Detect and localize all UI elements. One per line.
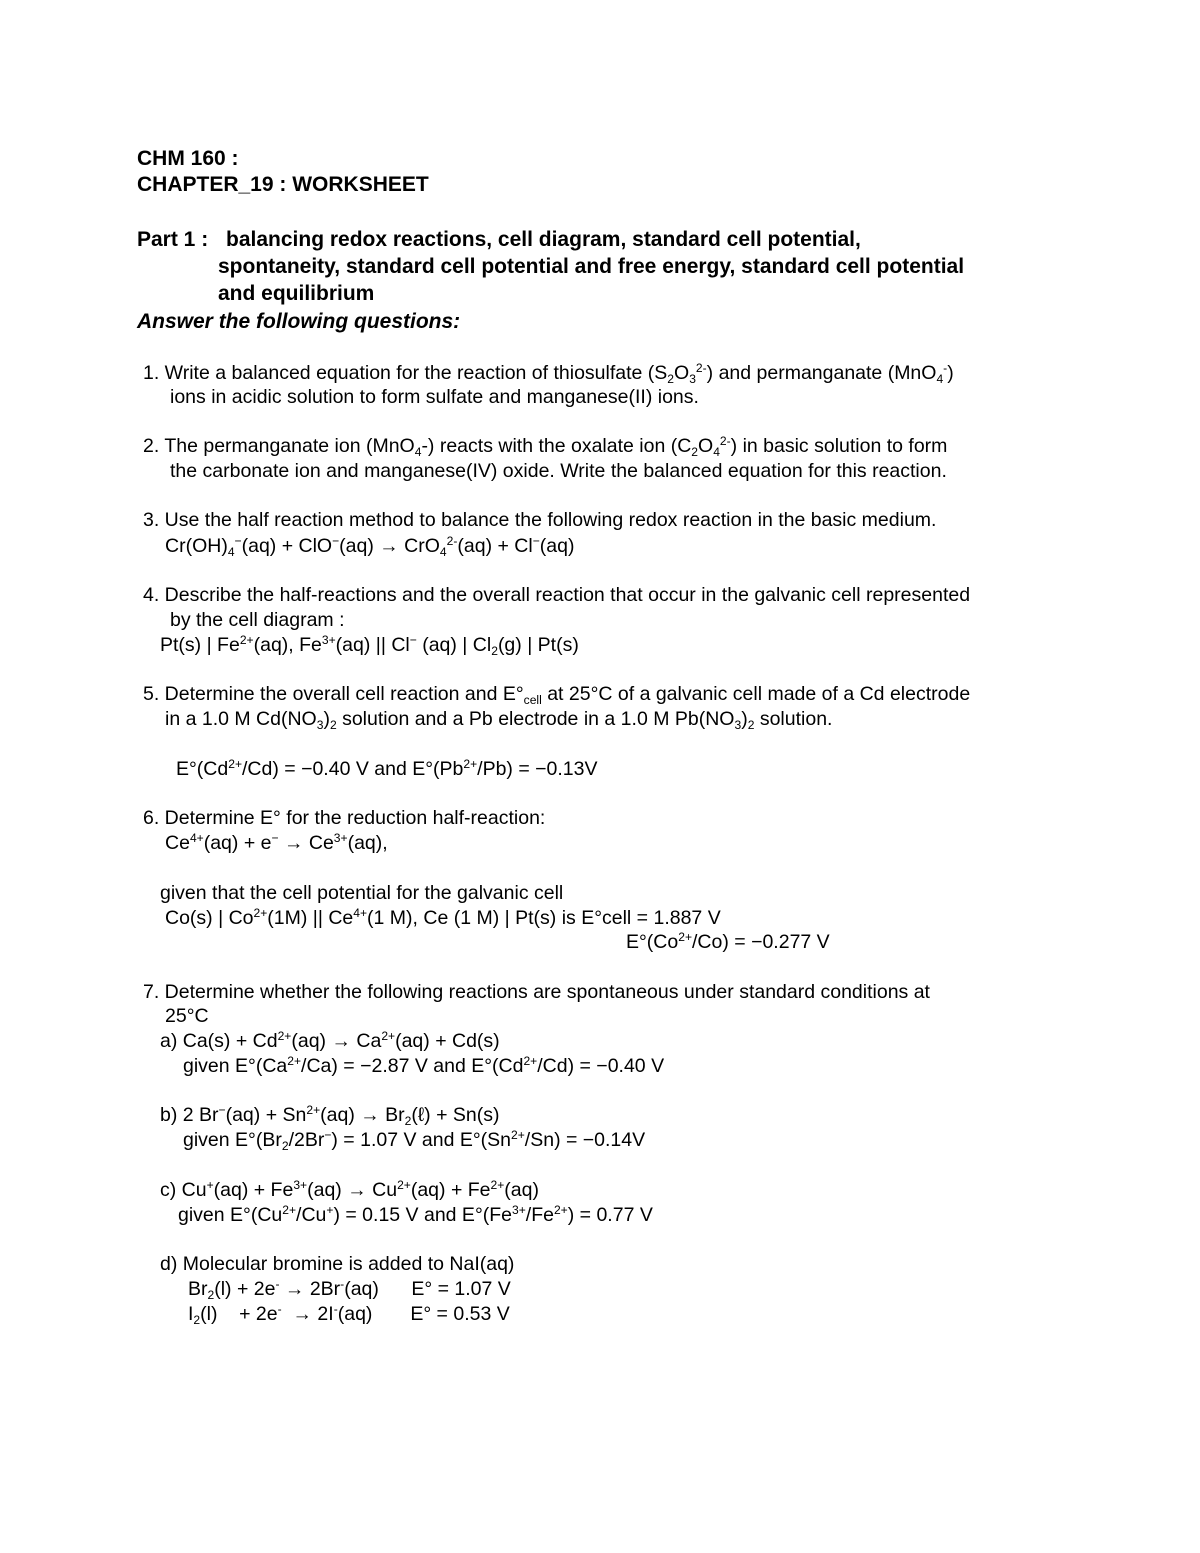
question-2-line-2: the carbonate ion and manganese(IV) oxide. Write the balanced equation for this reaction. [170, 460, 947, 482]
part-topics-line-1: balancing redox reactions, cell diagram, standard cell potential, [226, 228, 861, 251]
question-6-cell: Co(s) | $Co^{2+}(1M)$ || $Ce^{4+}(1$ M), Ce (1 M) | Pt(s) is E°cell = 1.887 V [165, 906, 721, 929]
question-7a-reaction: a) $Ca(s) + Cd^{2+}(aq) \to Ca^{2+}(aq) + Cd(s)$ [160, 1029, 500, 1052]
course-title: CHM 160 : [137, 147, 239, 170]
chapter-title: CHAPTER_19 : WORKSHEET [137, 173, 429, 196]
instruction: Answer the following questions: [137, 310, 461, 333]
question-4-cell-diagram: Pt(s) | $Fe^{2+}(aq)$, $Fe^{3+}(aq)$ || Cl− (aq) | $Cl_2(g)$ | Pt(s) [160, 633, 579, 658]
question-7d-line-1: d) Molecular bromine is added to NaI(aq) [160, 1253, 515, 1275]
question-1-line-2: ions in acidic solution to form sulfate and manganese(II) ions. [170, 386, 699, 408]
question-4-line-2: by the cell diagram : [170, 609, 345, 631]
question-3-equation: $Cr(OH)_4^-(aq) + ClO^-(aq) \to CrO_4^{2-}(aq) + Cl^-(aq)$ [165, 534, 575, 559]
question-7b-reaction: b) 2 $Br^-(aq) + Sn^{2+}(aq)$ → $Br_2(\ell) + Sn(s)$ [160, 1103, 500, 1128]
question-6-half-reaction: $Ce^{4+}(aq) + e^- \to Ce^{3+}(aq)$, [165, 831, 388, 854]
question-6-line-3: given that the cell potential for the galvanic cell [160, 882, 564, 904]
part-label: Part 1 : [137, 228, 209, 251]
question-5-potentials: $E^\circ(Cd^{2+}/Cd) = -0.40$ V and $E^\circ(Pb^{2+}/Pb) = -0.13V$ [176, 757, 598, 780]
question-6-line-1: 6. Determine E° for the reduction half-reaction: [143, 807, 546, 829]
question-3-line-1: 3. Use the half reaction method to balance the following redox reaction in the basic medium. [143, 509, 937, 531]
question-7a-given: given $E^\circ(Ca^{2+}/Ca) = -2.87$ V and $E^\circ(Cd^{2+}/Cd) = -0.40$ V [183, 1054, 665, 1077]
question-5-line-1: 5. Determine the overall cell reaction and $E^\circ_{cell}$ at 25°C of a galvanic cell made of a Cd electrode [143, 683, 971, 707]
question-1-line-1: 1. Write a balanced equation for the reaction of thiosulfate $(S_2O_3^{2-})$ and permanganate (MnO$_4$-) [143, 361, 954, 386]
question-7c-given: given $E^\circ(Cu^{2+}/Cu^+) = 0.15$ V and $E^\circ(Fe^{3+}/Fe^{2+}) = 0.77$ V [178, 1203, 653, 1226]
question-5-line-2: in a 1.0 M $Cd(NO_3)_2$ solution and a Pb electrode in a 1.0 M $Pb(NO_3)_2$ solution. [165, 708, 833, 732]
part-topics-line-2: spontaneity, standard cell potential and free energy, standard cell potential [218, 255, 965, 278]
question-6-given-potential: $E^\circ(Co^{2+}/Co) = -0.277$ V [626, 930, 830, 953]
question-7d-bromine: $Br_2(l) + 2e^- \to 2Br^-(aq)$ E° = 1.07 V [188, 1277, 511, 1302]
question-7d-iodine: $I_2(l)$ + 2e- → 2I-(aq) E° = 0.53 V [188, 1302, 510, 1327]
question-7-line-2: 25°C [165, 1005, 209, 1027]
question-7c-reaction: c) $Cu^+(aq) + Fe^{3+}(aq) \to Cu^{2+}(aq) + Fe^{2+}(aq)$ [160, 1178, 539, 1201]
question-7b-given: given $E^\circ(Br_2/2Br^-) = 1.07$ V and $E^\circ(Sn^{2+}/Sn) = -0.14V$ [183, 1128, 646, 1153]
part-topics-line-3: and equilibrium [218, 282, 375, 305]
question-2-line-1: 2. The permanganate ion (MnO$_4$-) reacts with the oxalate ion $(C_2O_4^{2-})$ in basic solution to form [143, 434, 948, 459]
question-7-line-1: 7. Determine whether the following reactions are spontaneous under standard conditions at [143, 981, 930, 1003]
question-4-line-1: 4. Describe the half-reactions and the overall reaction that occur in the galvanic cell represented [143, 584, 971, 606]
